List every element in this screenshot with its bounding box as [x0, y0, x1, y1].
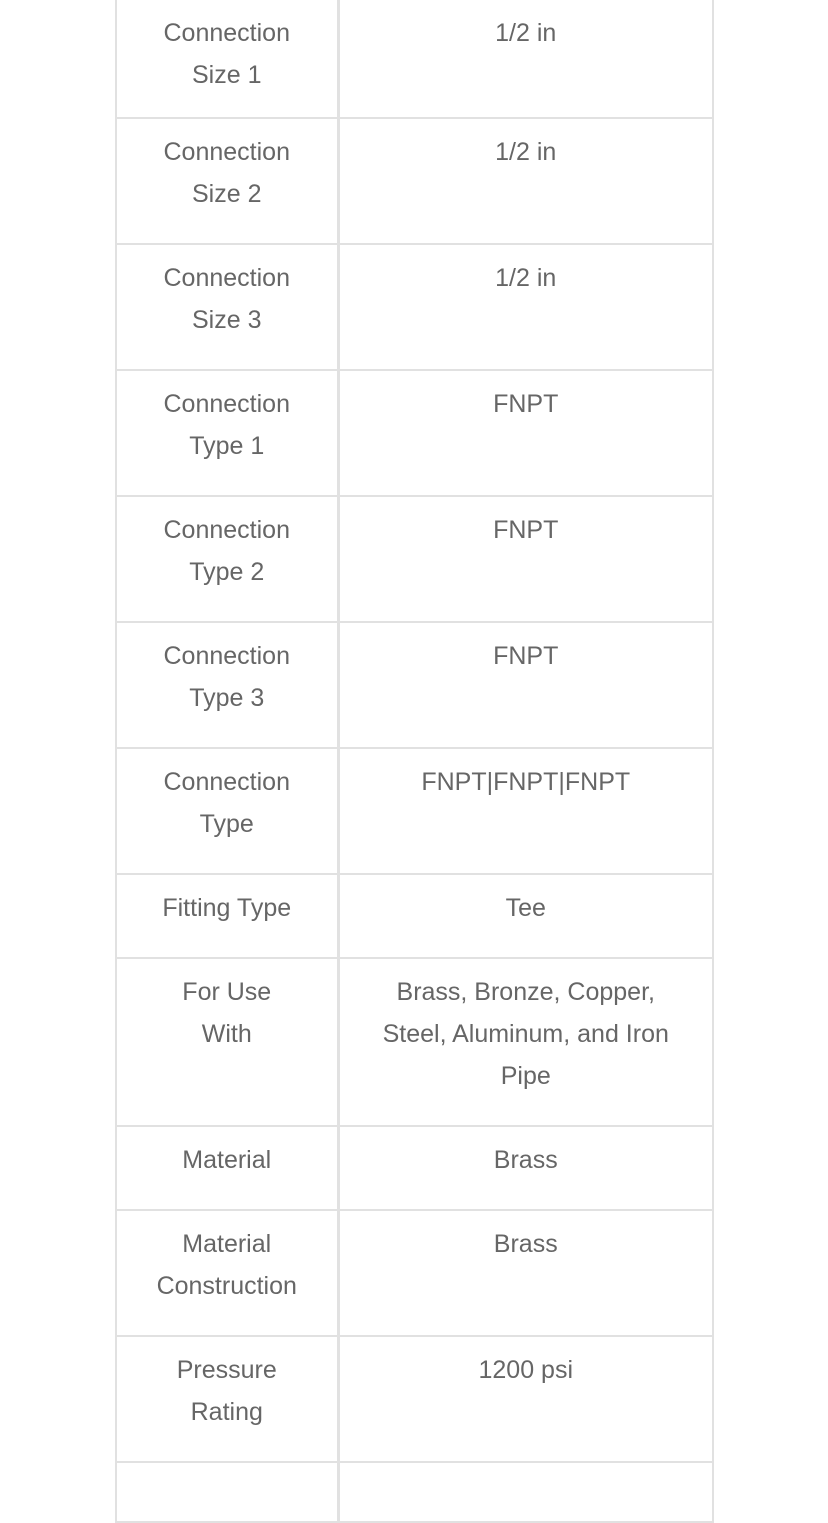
- table-row: [116, 370, 713, 496]
- table-row: [116, 244, 713, 370]
- spec-label: Material: [116, 1126, 338, 1210]
- spec-label: Connection Type 2: [116, 496, 338, 622]
- table-row: [116, 1210, 713, 1336]
- spec-value: FNPT: [338, 496, 713, 622]
- spec-value: Brass, Bronze, Copper, Steel, Aluminum, and Iron Pipe: [338, 958, 713, 1126]
- specifications-table: [115, 0, 714, 1523]
- table-row: [116, 622, 713, 748]
- table-row: [116, 1126, 713, 1210]
- spec-value: 1/2 in: [338, 244, 713, 370]
- spec-value: [338, 1462, 713, 1522]
- specifications-table-body: [116, 0, 713, 1522]
- spec-value: 1/2 in: [338, 0, 713, 118]
- spec-label: Fitting Type: [116, 874, 338, 958]
- spec-value: FNPT: [338, 622, 713, 748]
- spec-value: Brass: [338, 1210, 713, 1336]
- spec-label: Connection Type 3: [116, 622, 338, 748]
- spec-label: Connection Size 1: [116, 0, 338, 118]
- spec-value: Tee: [338, 874, 713, 958]
- table-row: [116, 748, 713, 874]
- spec-value: Brass: [338, 1126, 713, 1210]
- spec-label: Material Construction: [116, 1210, 338, 1336]
- table-row: [116, 1462, 713, 1522]
- table-row: [116, 496, 713, 622]
- spec-label: Connection Size 3: [116, 244, 338, 370]
- spec-value: FNPT|FNPT|FNPT: [338, 748, 713, 874]
- spec-value: 1200 psi: [338, 1336, 713, 1462]
- spec-label: Connection Type 1: [116, 370, 338, 496]
- spec-value: 1/2 in: [338, 118, 713, 244]
- spec-label: Connection Size 2: [116, 118, 338, 244]
- spec-label: Pressure Rating: [116, 1336, 338, 1462]
- spec-label: [116, 1462, 338, 1522]
- table-row: [116, 874, 713, 958]
- table-row: [116, 1336, 713, 1462]
- table-row: [116, 958, 713, 1126]
- spec-label: Connection Type: [116, 748, 338, 874]
- table-row: [116, 118, 713, 244]
- spec-label: For Use With: [116, 958, 338, 1126]
- table-row: [116, 0, 713, 118]
- spec-value: FNPT: [338, 370, 713, 496]
